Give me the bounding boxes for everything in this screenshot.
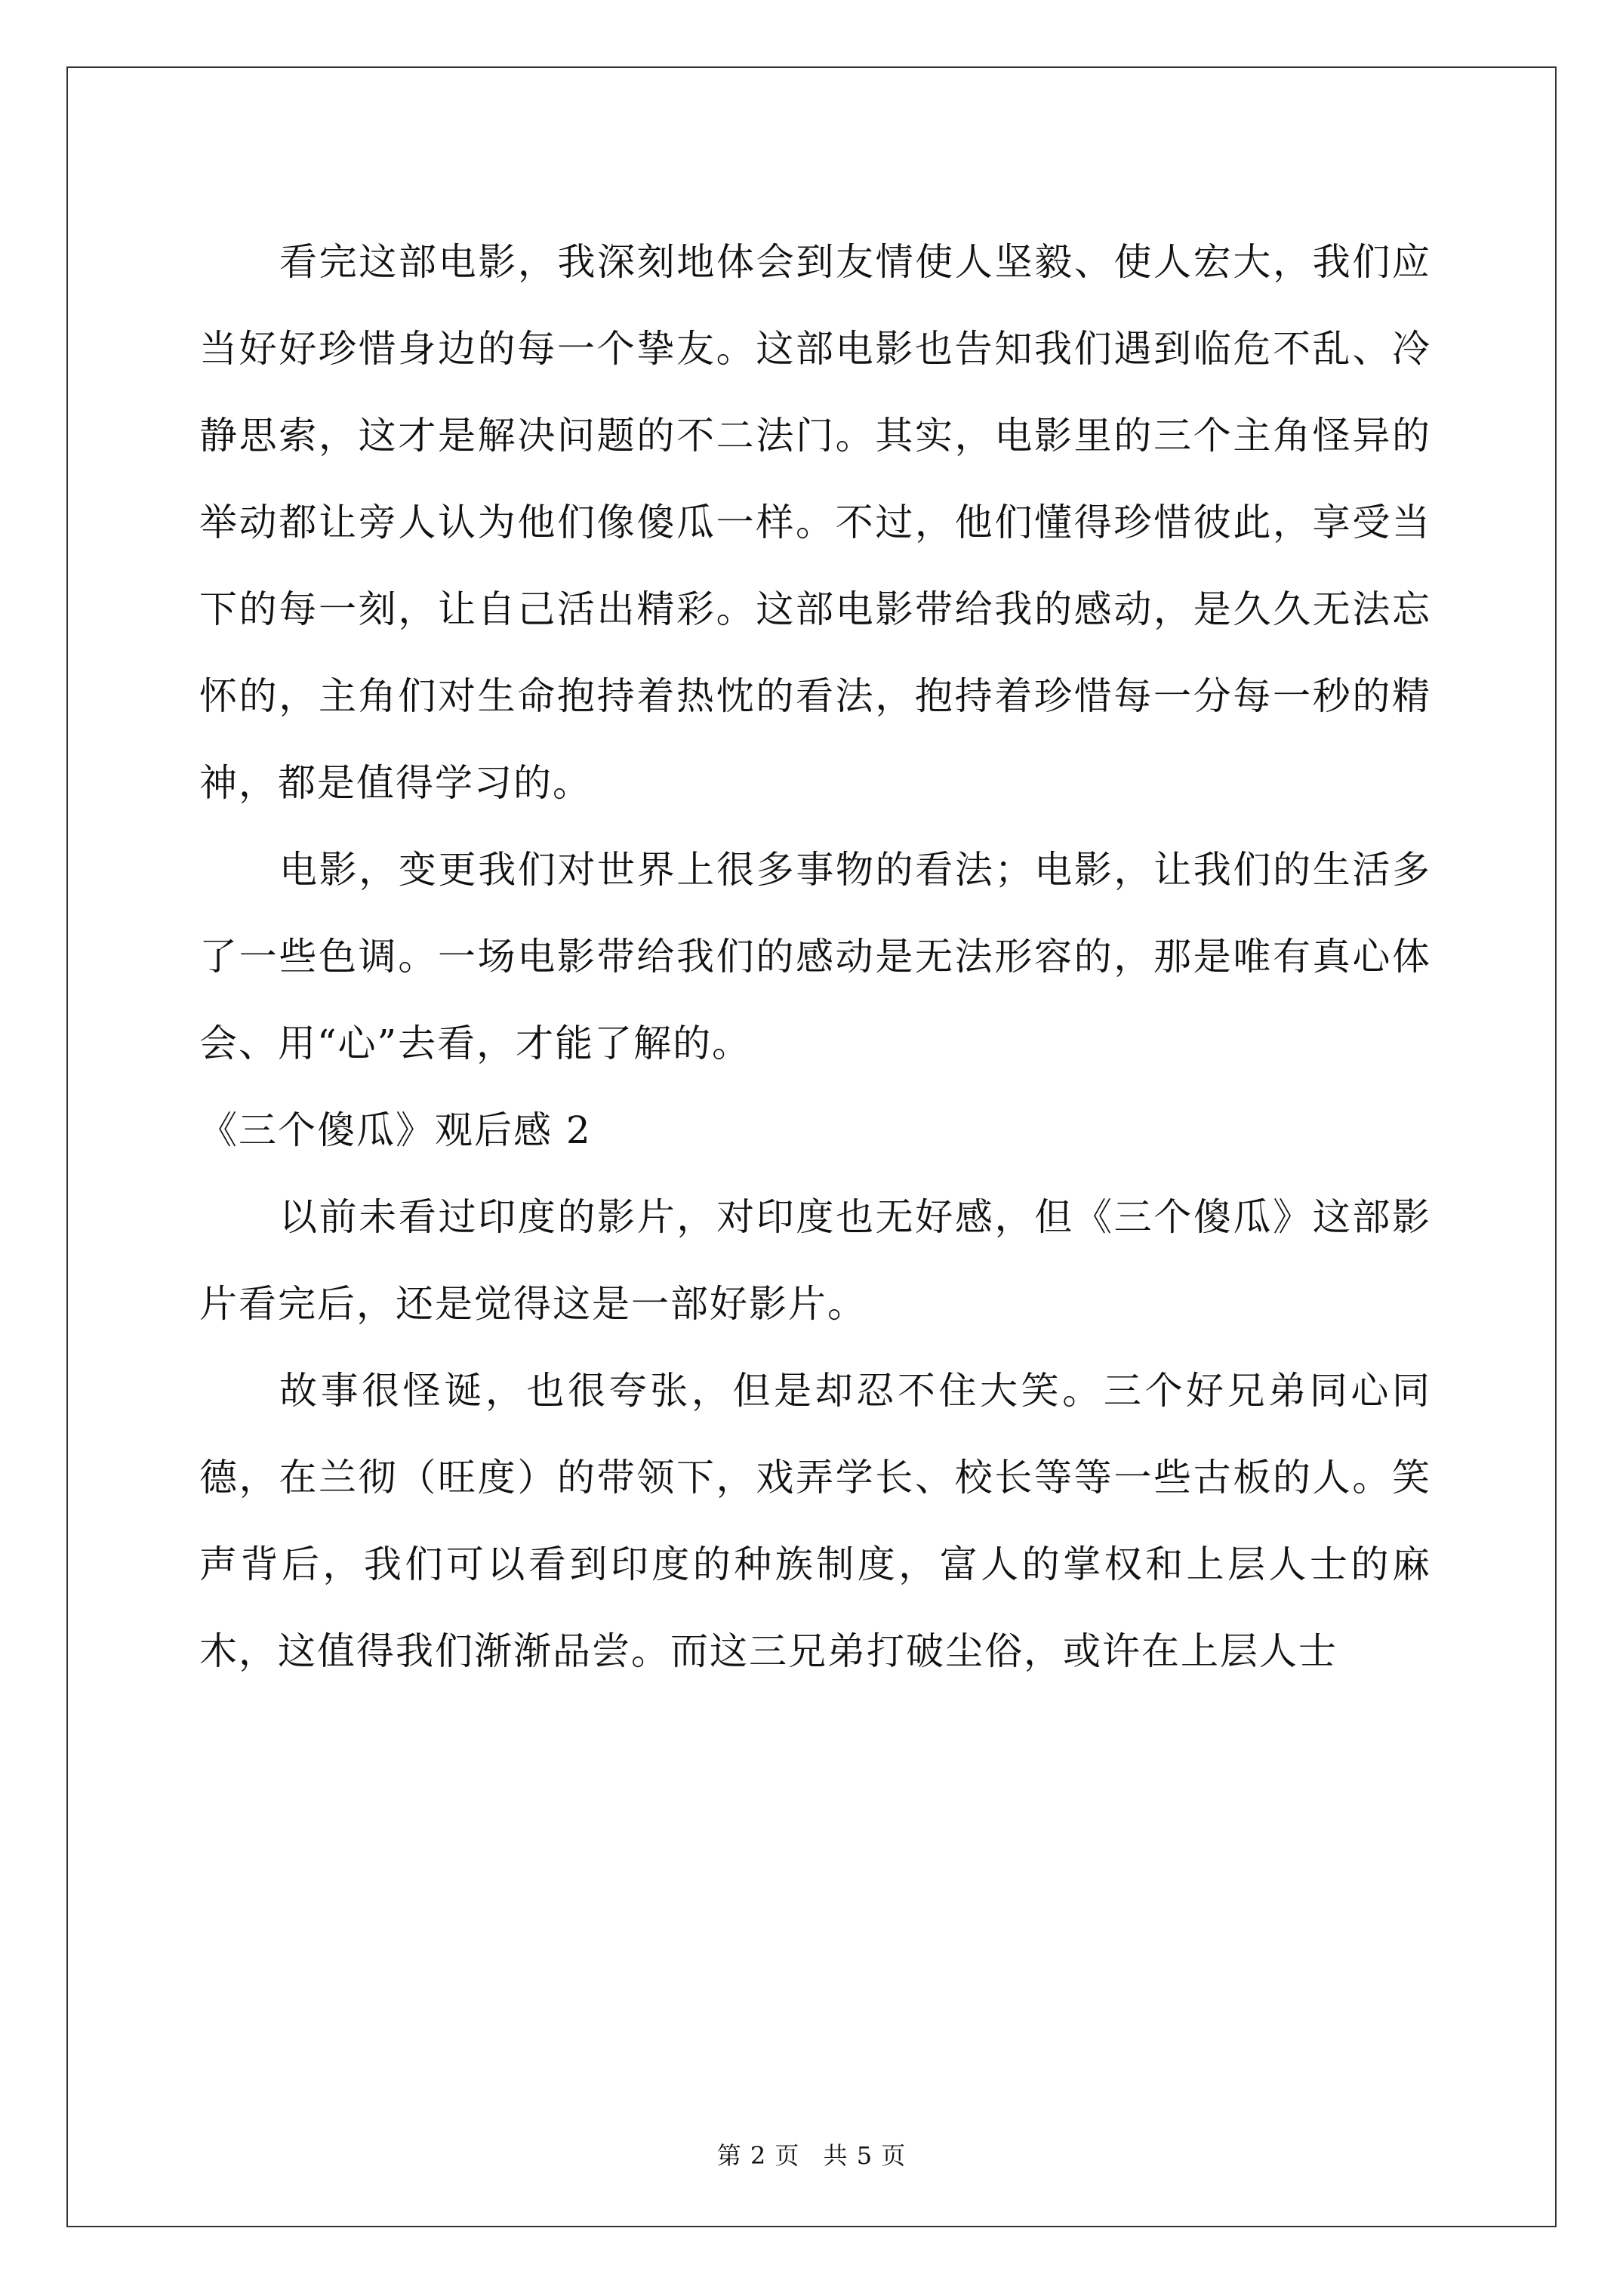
- paragraph: 以前未看过印度的影片，对印度也无好感，但《三个傻瓜》这部影片看完后，还是觉得这是一部好影片。: [199, 1195, 1431, 1326]
- page-footer: [0, 2137, 1623, 2171]
- document-body: [199, 219, 1431, 1695]
- page-number: 第 2 页: [716, 2141, 800, 2170]
- page-total: 共 5 页: [823, 2141, 907, 2170]
- section-title: 《三个傻瓜》观后感 2: [199, 1108, 592, 1152]
- paragraph: 看完这部电影，我深刻地体会到友情使人坚毅、使人宏大，我们应当好好珍惜身边的每一个挚友。这部电影也告知我们遇到临危不乱、冷静思索，这才是解决问题的不二法门。其实，电影里的三个主角怪异的举动都让旁人认为他们像傻瓜一样。不过，他们懂得珍惜彼此，享受当下的每一刻，让自己活出精彩。这部电影带给我的感动，是久久无法忘怀的，主角们对生命抱持着热忱的看法，抱持着珍惜每一分每一秒的精神，都是值得学习的。: [199, 240, 1431, 805]
- paragraph: 故事很怪诞，也很夸张，但是却忍不住大笑。三个好兄弟同心同德，在兰彻（旺度）的带领下，戏弄学长、校长等等一些古板的人。笑声背后，我们可以看到印度的种族制度，富人的掌权和上层人士的麻木，这值得我们渐渐品尝。而这三兄弟打破尘俗，或许在上层人士: [199, 1369, 1431, 1673]
- paragraph: 电影，变更我们对世界上很多事物的看法；电影，让我们的生活多了一些色调。一场电影带给我们的感动是无法形容的，那是唯有真心体会、用“心”去看，才能了解的。: [199, 848, 1431, 1065]
